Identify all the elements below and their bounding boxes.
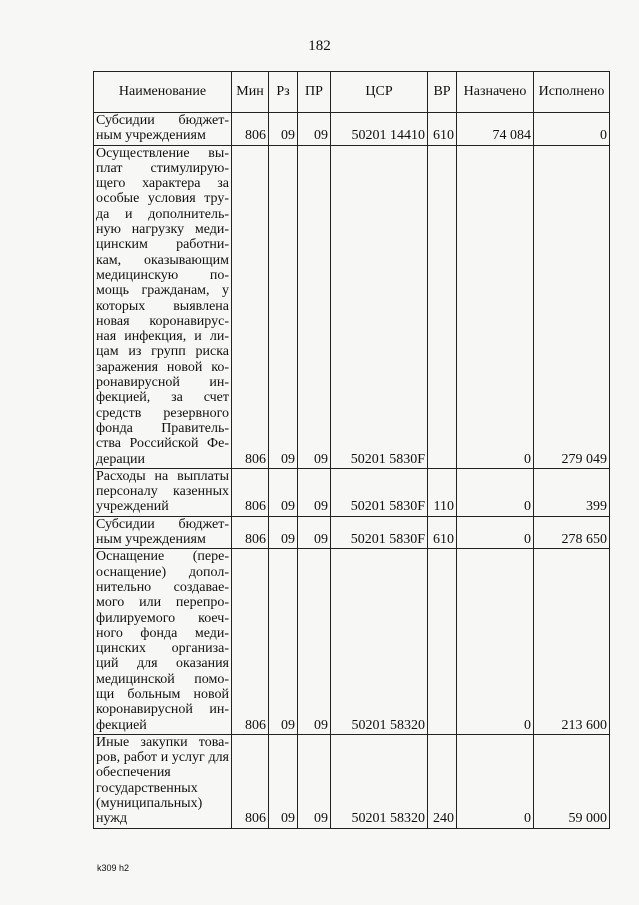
- row-rz: 09: [269, 145, 298, 468]
- row-executed: 0: [534, 113, 610, 146]
- row-pr: 09: [298, 734, 331, 828]
- row-rz: 09: [269, 468, 298, 516]
- row-min: 806: [232, 516, 269, 549]
- row-vr: [428, 549, 457, 735]
- row-rz: 09: [269, 113, 298, 146]
- row-pr: 09: [298, 468, 331, 516]
- row-pr: 09: [298, 113, 331, 146]
- row-assigned: 0: [457, 549, 534, 735]
- row-name: Осуществление вы-плат стимулирую-щего характера за особые условия тру-да и дополнитель-ную нагрузку меди-цинским работни-кам, оказывающим медицинскую по-мощь гражданам, у которых выявлена новая коронавирус-ная инфекция, и ли-цам из групп риска заражения новой ко-ронавирусной ин-фекцией, за счет средств резервного фонда Правитель-ства Российской Фе-дерации: [94, 145, 232, 468]
- col-header-csr: ЦСР: [331, 72, 428, 113]
- row-executed: 399: [534, 468, 610, 516]
- row-min: 806: [232, 549, 269, 735]
- header-row: [94, 72, 610, 113]
- row-vr: 240: [428, 734, 457, 828]
- row-vr: [428, 145, 457, 468]
- row-min: 806: [232, 468, 269, 516]
- row-pr: 09: [298, 145, 331, 468]
- table-row: [94, 113, 610, 146]
- row-name: Расходы на выплаты персоналу казенных учреждений: [94, 468, 232, 516]
- col-header-vr: ВР: [428, 72, 457, 113]
- row-executed: 278 650: [534, 516, 610, 549]
- row-assigned: 74 084: [457, 113, 534, 146]
- row-csr: 50201 58320: [331, 734, 428, 828]
- row-csr: 50201 5830F: [331, 516, 428, 549]
- col-header-min: Мин: [232, 72, 269, 113]
- row-csr: 50201 5830F: [331, 145, 428, 468]
- table-row: [94, 549, 610, 735]
- row-csr: 50201 14410: [331, 113, 428, 146]
- row-name: Субсидии бюджет-ным учреждениям: [94, 516, 232, 549]
- row-executed: 213 600: [534, 549, 610, 735]
- table-row: [94, 516, 610, 549]
- col-header-executed: Исполнено: [534, 72, 610, 113]
- table-row: [94, 145, 610, 468]
- row-assigned: 0: [457, 468, 534, 516]
- row-executed: 279 049: [534, 145, 610, 468]
- row-csr: 50201 5830F: [331, 468, 428, 516]
- col-header-pr: ПР: [298, 72, 331, 113]
- row-vr: 610: [428, 113, 457, 146]
- table-row: [94, 468, 610, 516]
- row-pr: 09: [298, 549, 331, 735]
- row-name: Субсидии бюджет-ным учреждениям: [94, 113, 232, 146]
- page-number: 182: [308, 38, 331, 54]
- row-rz: 09: [269, 516, 298, 549]
- row-rz: 09: [269, 549, 298, 735]
- row-csr: 50201 58320: [331, 549, 428, 735]
- row-pr: 09: [298, 516, 331, 549]
- row-min: 806: [232, 113, 269, 146]
- row-min: 806: [232, 145, 269, 468]
- row-min: 806: [232, 734, 269, 828]
- budget-table: [93, 71, 610, 829]
- col-header-assigned: Назначено: [457, 72, 534, 113]
- col-header-rz: Рз: [269, 72, 298, 113]
- row-name: Оснащение (пере-оснащение) допол-нительно создавае-мого или перепро-филируемого коеч-ного фонда меди-цинских организа-ций для оказания медицинской помо-щи больным новой коронавирусной ин-фекцией: [94, 549, 232, 735]
- footer-code: k309 h2: [97, 863, 130, 873]
- row-name: Иные закупки това-ров, работ и услуг для обеспечения государственных (муниципальных) нужд: [94, 734, 232, 828]
- row-vr: 110: [428, 468, 457, 516]
- row-vr: 610: [428, 516, 457, 549]
- row-executed: 59 000: [534, 734, 610, 828]
- row-assigned: 0: [457, 516, 534, 549]
- row-rz: 09: [269, 734, 298, 828]
- row-assigned: 0: [457, 734, 534, 828]
- col-header-name: Наименование: [94, 72, 232, 113]
- row-assigned: 0: [457, 145, 534, 468]
- table-row: [94, 734, 610, 828]
